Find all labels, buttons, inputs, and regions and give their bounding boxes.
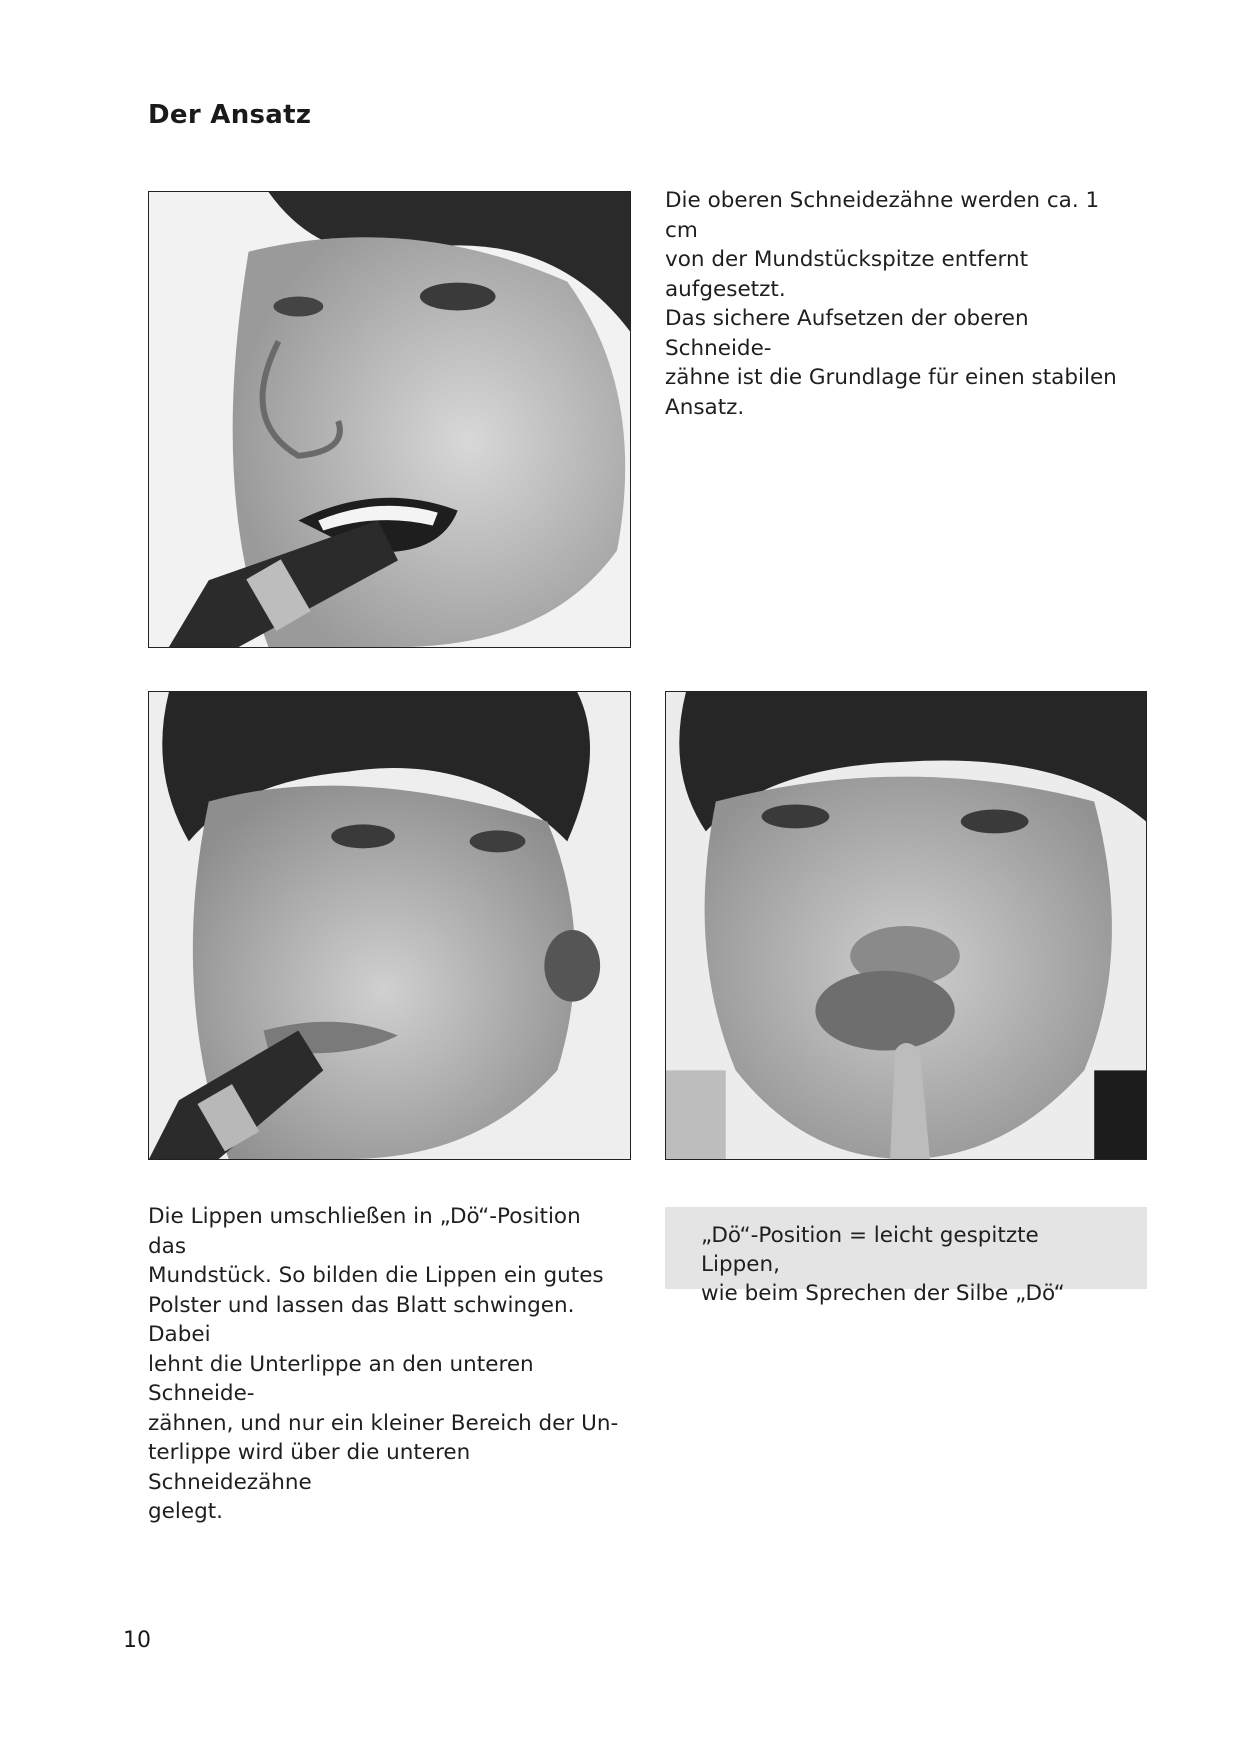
page-title: Der Ansatz (148, 100, 312, 130)
photo-lips-around-mouthpiece (148, 691, 631, 1160)
text-teeth-placement: Die oberen Schneidezähne werden ca. 1 cm von der Mundstückspitze entfernt aufgesetzt. Das sichere Aufsetzen der oberen Schneide- zähne ist die Grundlage für einen stabilen Ansatz. (665, 188, 1117, 420)
note-box-doe-position (665, 1207, 1147, 1306)
photo-teeth-on-mouthpiece (148, 191, 631, 648)
page-number: 10 (123, 1628, 151, 1653)
text-lips-position: Die Lippen umschließen in „Dö“-Position das Mundstück. So bilden die Lippen ein gutes Polster und lassen das Blatt schwingen. Dabei lehnt die Unterlippe an den unteren Schneide- zähnen, und nur ein kleiner Bereich der Un- terlippe wird über die unteren Schneidezähne gelegt. (148, 1204, 619, 1524)
note-text: „Dö“-Position = leicht gespitzte Lippen, wie beim Sprechen der Silbe „Dö“ (701, 1223, 1065, 1306)
photo-doe-position-lips (665, 691, 1147, 1160)
